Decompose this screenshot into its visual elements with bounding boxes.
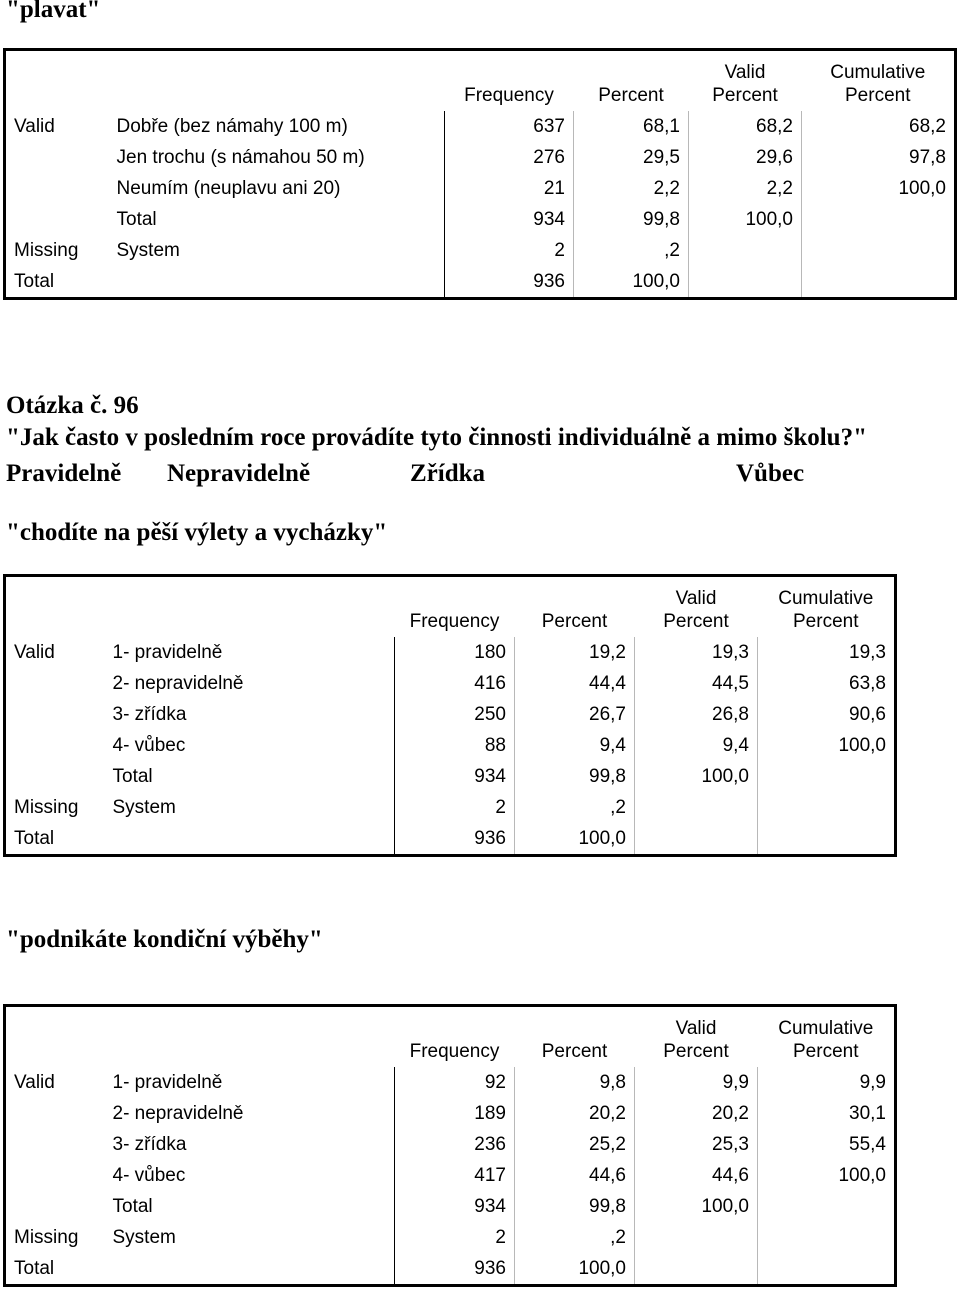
cell-cumulative-percent [758, 1191, 896, 1222]
row-category-label: Total [112, 1195, 153, 1217]
cell-frequency: 637 [445, 111, 574, 142]
table-row [5, 1253, 896, 1286]
cell-frequency: 934 [445, 204, 574, 235]
table-row [5, 142, 956, 173]
cell-valid-percent: 9,4 [635, 730, 758, 761]
option-zridka: Zřídka [410, 460, 486, 487]
col-valid-percent: Valid Percent [712, 62, 778, 106]
col-frequency: Frequency [464, 85, 554, 106]
cell-frequency: 189 [395, 1098, 515, 1129]
row-group-label: Total [14, 270, 55, 292]
cell-cumulative-percent: 100,0 [758, 730, 896, 761]
cell-frequency: 936 [445, 266, 574, 299]
table-row [5, 637, 896, 668]
cell-cumulative-percent [758, 792, 896, 823]
cell-frequency: 180 [395, 637, 515, 668]
table-row [5, 173, 956, 204]
cell-cumulative-percent: 100,0 [802, 173, 956, 204]
cell-percent: 29,5 [574, 142, 689, 173]
table-row [5, 792, 896, 823]
col-frequency: Frequency [409, 611, 500, 632]
cell-valid-percent: 100,0 [635, 1191, 758, 1222]
row-category-label [109, 266, 445, 299]
cell-percent: 68,1 [574, 111, 689, 142]
cell-cumulative-percent [802, 235, 956, 266]
cell-percent: 100,0 [574, 266, 689, 299]
cell-cumulative-percent: 100,0 [758, 1160, 896, 1191]
table-row [5, 1129, 896, 1160]
col-percent: Percent [541, 611, 608, 632]
cell-percent: 25,2 [515, 1129, 635, 1160]
cell-percent: 9,4 [515, 730, 635, 761]
cell-valid-percent: 29,6 [689, 142, 802, 173]
cell-valid-percent: 19,3 [635, 637, 758, 668]
table-header-row [5, 1006, 896, 1068]
col-cumulative-percent: Cumulative Percent [778, 1018, 874, 1062]
t3-body [5, 1067, 896, 1286]
table-row [5, 1160, 896, 1191]
cell-valid-percent [635, 1222, 758, 1253]
cell-frequency: 936 [395, 823, 515, 856]
cell-percent: 99,8 [515, 761, 635, 792]
cell-valid-percent: 100,0 [635, 761, 758, 792]
section-title-vylety: "chodíte na pěší výlety a vycházky" [6, 519, 388, 546]
row-group-label: Valid [14, 641, 55, 663]
col-valid-percent: Valid Percent [663, 588, 729, 632]
col-frequency: Frequency [409, 1041, 500, 1062]
frequency-table-vylety [3, 574, 897, 857]
cell-valid-percent [689, 266, 802, 299]
cell-valid-percent: 9,9 [635, 1067, 758, 1098]
cell-frequency: 88 [395, 730, 515, 761]
cell-percent: 44,6 [515, 1160, 635, 1191]
row-group-label [5, 173, 109, 204]
cell-frequency: 2 [395, 792, 515, 823]
col-valid-percent: Valid Percent [663, 1018, 729, 1062]
table-header-row [5, 576, 896, 638]
row-category-label [105, 823, 395, 856]
table-row [5, 823, 896, 856]
row-category-label: 1- pravidelně [112, 641, 223, 663]
cell-frequency: 21 [445, 173, 574, 204]
cell-valid-percent: 25,3 [635, 1129, 758, 1160]
cell-valid-percent [635, 823, 758, 856]
row-category-label: Neumím (neuplavu ani 20) [116, 177, 341, 199]
row-group-label: Valid [14, 1071, 55, 1093]
row-group-label [5, 699, 105, 730]
cell-valid-percent: 100,0 [689, 204, 802, 235]
row-category-label: System [116, 239, 180, 261]
table-row [5, 699, 896, 730]
t1-body [5, 111, 956, 299]
cell-percent: 99,8 [574, 204, 689, 235]
row-category-label: System [112, 1226, 176, 1248]
cell-cumulative-percent: 68,2 [802, 111, 956, 142]
cell-frequency: 236 [395, 1129, 515, 1160]
table-row [5, 761, 896, 792]
cell-frequency: 417 [395, 1160, 515, 1191]
cell-percent: 26,7 [515, 699, 635, 730]
cell-percent: 20,2 [515, 1098, 635, 1129]
table-header-row [5, 50, 956, 112]
cell-valid-percent: 20,2 [635, 1098, 758, 1129]
table-row [5, 111, 956, 142]
answer-options [6, 460, 906, 492]
cell-cumulative-percent [758, 761, 896, 792]
row-group-label: Missing [14, 796, 79, 818]
row-category-label: Total [112, 765, 153, 787]
question-text: "Jak často v posledním roce provádíte tyto činnosti individuálně a mimo školu?" [6, 424, 867, 451]
row-group-label: Total [14, 827, 55, 849]
question-number: Otázka č. 96 [6, 392, 139, 419]
cell-valid-percent: 2,2 [689, 173, 802, 204]
cell-percent: 19,2 [515, 637, 635, 668]
cell-valid-percent [635, 1253, 758, 1286]
table-row [5, 266, 956, 299]
cell-cumulative-percent: 63,8 [758, 668, 896, 699]
cell-cumulative-percent: 55,4 [758, 1129, 896, 1160]
row-category-label: Jen trochu (s námahou 50 m) [116, 146, 365, 168]
row-category-label [105, 1253, 395, 1286]
row-group-label: Valid [14, 115, 55, 137]
cell-valid-percent: 44,5 [635, 668, 758, 699]
frequency-table-vybehy [3, 1004, 897, 1287]
col-cumulative-percent: Cumulative Percent [830, 62, 926, 106]
cell-frequency: 936 [395, 1253, 515, 1286]
cell-cumulative-percent [758, 823, 896, 856]
table-row [5, 1222, 896, 1253]
row-category-label: Dobře (bez námahy 100 m) [116, 115, 348, 137]
row-category-label: 1- pravidelně [112, 1071, 223, 1093]
option-vubec: Vůbec [736, 460, 805, 487]
cell-frequency: 934 [395, 1191, 515, 1222]
cell-percent: 2,2 [574, 173, 689, 204]
cell-frequency: 2 [445, 235, 574, 266]
option-pravidelne: Pravidelně [6, 460, 122, 487]
row-group-label [5, 1098, 105, 1129]
cell-cumulative-percent [758, 1222, 896, 1253]
cell-cumulative-percent: 97,8 [802, 142, 956, 173]
row-category-label: 2- nepravidelně [112, 672, 244, 694]
col-percent: Percent [598, 85, 664, 106]
cell-cumulative-percent: 9,9 [758, 1067, 896, 1098]
cell-frequency: 250 [395, 699, 515, 730]
cell-cumulative-percent [802, 266, 956, 299]
col-cumulative-percent: Cumulative Percent [778, 588, 874, 632]
table-row [5, 730, 896, 761]
cell-cumulative-percent [758, 1253, 896, 1286]
row-category-label: 4- vůbec [112, 734, 186, 756]
row-category-label: 3- zřídka [112, 1133, 187, 1155]
row-group-label [5, 1129, 105, 1160]
cell-valid-percent: 44,6 [635, 1160, 758, 1191]
table-row [5, 1098, 896, 1129]
cell-frequency: 2 [395, 1222, 515, 1253]
row-group-label [5, 1160, 105, 1191]
table-row [5, 204, 956, 235]
cell-valid-percent [635, 792, 758, 823]
cell-percent: ,2 [574, 235, 689, 266]
cell-valid-percent: 26,8 [635, 699, 758, 730]
table-row [5, 1191, 896, 1222]
cell-cumulative-percent [802, 204, 956, 235]
row-category-label: 4- vůbec [112, 1164, 186, 1186]
table-row [5, 235, 956, 266]
cell-percent: 100,0 [515, 1253, 635, 1286]
row-group-label [5, 204, 109, 235]
option-nepravidelne: Nepravidelně [167, 460, 311, 487]
cell-cumulative-percent: 19,3 [758, 637, 896, 668]
cell-frequency: 934 [395, 761, 515, 792]
row-group-label: Total [14, 1257, 55, 1279]
col-percent: Percent [541, 1041, 608, 1062]
cell-frequency: 92 [395, 1067, 515, 1098]
row-category-label: 3- zřídka [112, 703, 187, 725]
row-category-label: Total [116, 208, 157, 230]
cell-percent: ,2 [515, 792, 635, 823]
row-group-label [5, 142, 109, 173]
cell-percent: 100,0 [515, 823, 635, 856]
section-title-vybehy: "podnikáte kondiční výběhy" [6, 926, 323, 953]
row-group-label [5, 668, 105, 699]
cell-valid-percent [689, 235, 802, 266]
table-row [5, 1067, 896, 1098]
cell-percent: 99,8 [515, 1191, 635, 1222]
row-category-label: 2- nepravidelně [112, 1102, 244, 1124]
row-group-label [5, 761, 105, 792]
cell-valid-percent: 68,2 [689, 111, 802, 142]
cell-frequency: 416 [395, 668, 515, 699]
cell-percent: 9,8 [515, 1067, 635, 1098]
cell-percent: ,2 [515, 1222, 635, 1253]
row-category-label: System [112, 796, 176, 818]
cell-cumulative-percent: 90,6 [758, 699, 896, 730]
frequency-table-plavat [3, 48, 957, 300]
row-group-label: Missing [14, 1226, 79, 1248]
row-group-label: Missing [14, 239, 79, 261]
row-group-label [5, 730, 105, 761]
t2-body [5, 637, 896, 856]
cell-frequency: 276 [445, 142, 574, 173]
cell-percent: 44,4 [515, 668, 635, 699]
cell-cumulative-percent: 30,1 [758, 1098, 896, 1129]
heading-plavat: "plavat" [6, 0, 101, 23]
table-row [5, 668, 896, 699]
row-group-label [5, 1191, 105, 1222]
